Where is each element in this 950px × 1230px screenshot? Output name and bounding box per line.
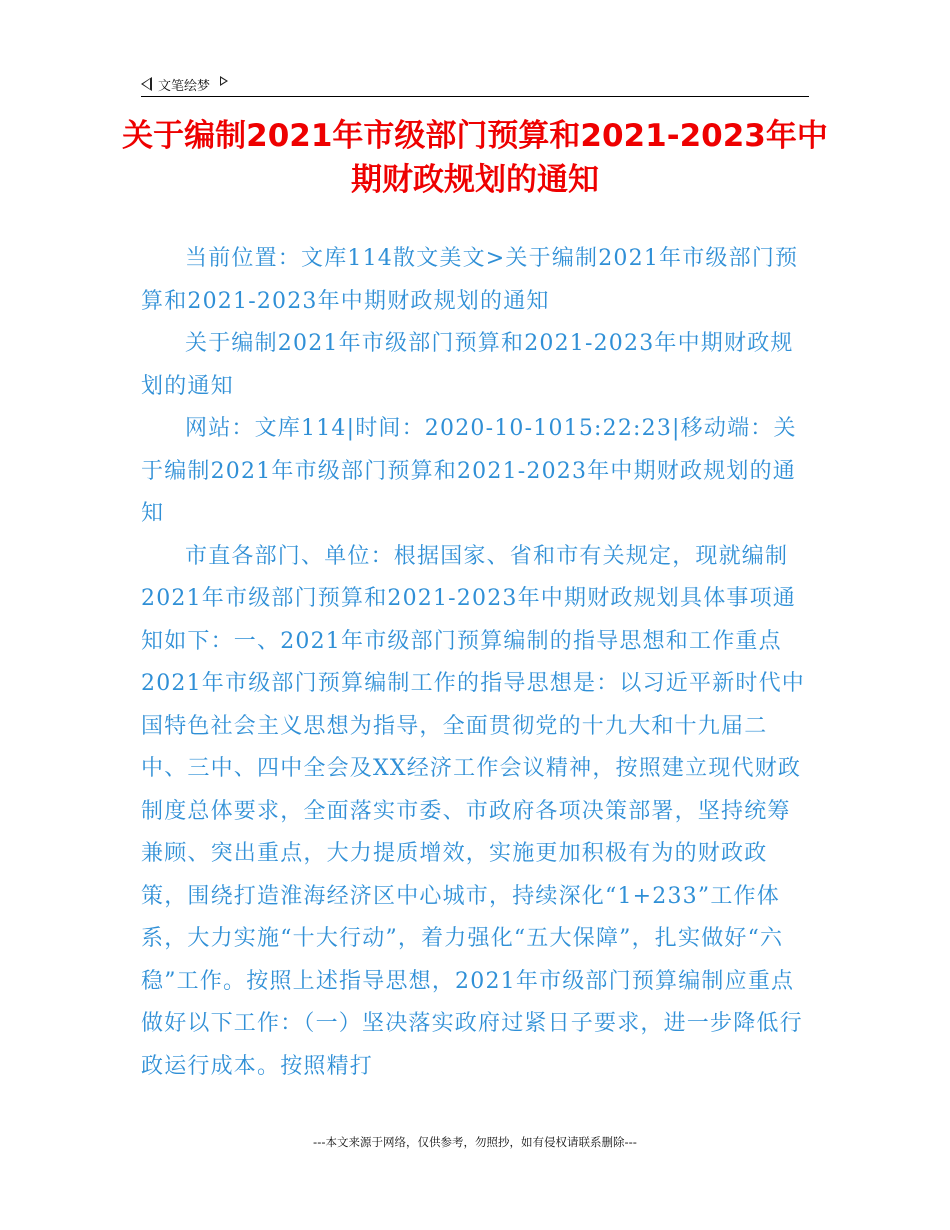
triangle-right-icon — [220, 76, 228, 86]
page-footer: ---本文来源于网络，仅供参考，勿照抄，如有侵权请联系删除--- — [313, 1135, 637, 1149]
document-body — [141, 238, 811, 1088]
page-header — [141, 72, 809, 97]
paragraph-meta: 网站：文库114|时间：2020-10-1015:22:23|移动端：关于编制2021年市级部门预算和2021-2023年中期财政规划的通知 — [141, 416, 797, 526]
paragraph-main: 市直各部门、单位：根据国家、省和市有关规定，现就编制2021年市级部门预算和2021-2023年中期财政规划具体事项通知如下：一、2021年市级部门预算编制的指导思想和工作重点2021年市级部门预算编制工作的指导思想是：以习近平新时代中国特色社会主义思想为指导，全面贯彻党的十九大和十九届二中、三中、四中全会及XX经济工作会议精神，按照建立现代财政制度总体要求，全面落实市委、市政府各项决策部署，坚持统筹兼顾、突出重点，大力提质增效，实施更加积极有为的财政政策，围绕打造淮海经济区中心城市，持续深化“1+233”工作体系，大力实施“十大行动”，着力强化“五大保障”，扎实做好“六稳”工作。按照上述指导思想，2021年市级部门预算编制应重点做好以下工作：（一）坚决落实政府过紧日子要求，进一步降低行政运行成本。按照精打 — [141, 543, 805, 1079]
paragraph-title-repeat: 关于编制2021年市级部门预算和2021-2023年中期财政规划的通知 — [141, 331, 794, 399]
document-title: 关于编制2021年市级部门预算和2021-2023年中期财政规划的通知 — [122, 118, 828, 198]
paragraph-location: 当前位置：文库114散文美文>关于编制2021年市级部门预算和2021-2023年中期财政规划的通知 — [141, 246, 799, 314]
header-brand: 文笔绘梦 — [158, 78, 211, 94]
triangle-left-icon — [141, 77, 152, 91]
